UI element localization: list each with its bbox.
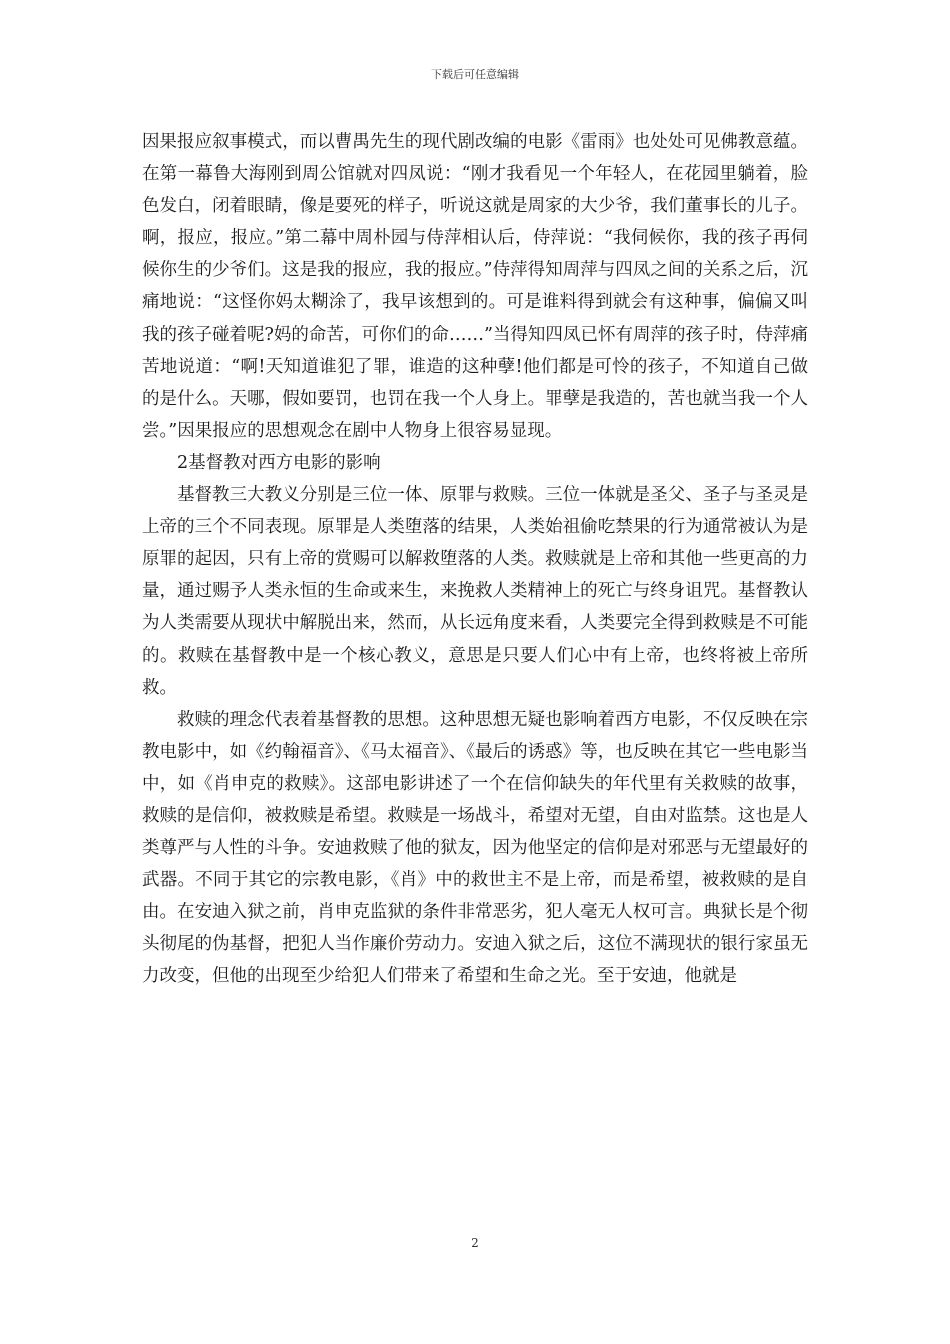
page-header-note: 下载后可任意编辑	[431, 68, 519, 81]
page-number: 2	[471, 1236, 479, 1250]
body-paragraph-continued: 因果报应叙事模式，而以曹禺先生的现代剧改编的电影《雷雨》也处处可见佛教意蕴。在第一幕鲁大海刚到周公馆就对四凤说：“刚才我看见一个年轻人，在花园里躺着，脸色发白，闭着眼睛，像是要死的样子，听说这就是周家的大少爷，我们董事长的儿子。啊，报应，报应。”第二幕中周朴园与侍萍相认后，侍萍说：“我伺候你，我的孩子再伺候你生的少爷们。这是我的报应，我的报应。”侍萍得知周萍与四凤之间的关系之后，沉痛地说：“这怪你妈太糊涂了，我早该想到的。可是谁料得到就会有这种事，偏偏又叫我的孩子碰着呢?妈的命苦，可你们的命……”当得知四凤已怀有周萍的孩子时，侍萍痛苦地说道：“啊!天知道谁犯了罪，谁造的这种孽!他们都是可怜的孩子，不知道自己做的是什么。天哪，假如要罚，也罚在我一个人身上。罪孽是我造的，苦也就当我一个人尝。”因果报应的思想观念在剧中人物身上很容易显现。	[142, 132, 808, 441]
document-body	[142, 126, 808, 993]
body-paragraph-christian-doctrine: 基督教三大教义分别是三位一体、原罪与救赎。三位一体就是圣父、圣子与圣灵是上帝的三个不同表现。原罪是人类堕落的结果，人类始祖偷吃禁果的行为通常被认为是原罪的起因，只有上帝的赏赐可以解救堕落的人类。救赎就是上帝和其他一些更高的力量，通过赐予人类永恒的生命或来生，来挽救人类精神上的死亡与终身诅咒。基督教认为人类需要从现状中解脱出来，然而，从长远角度来看，人类要完全得到救赎是不可能的。救赎在基督教中是一个核心教义，意思是只要人们心中有上帝，也终将被上帝所救。	[142, 485, 808, 698]
section-heading: 2基督教对西方电影的影响	[177, 452, 381, 473]
body-paragraph-redemption-film: 救赎的理念代表着基督教的思想。这种思想无疑也影响着西方电影，不仅反映在宗教电影中，如《约翰福音》、《马太福音》、《最后的诱惑》等，也反映在其它一些电影当中，如《肖申克的救赎》。这部电影讲述了一个在信仰缺失的年代里有关救赎的故事，救赎的是信仰，被救赎是希望。救赎是一场战斗，希望对无望，自由对监禁。这也是人类尊严与人性的斗争。安迪救赎了他的狱友，因为他坚定的信仰是对邪恶与无望最好的武器。不同于其它的宗教电影，《肖》中的救世主不是上帝，而是希望，被救赎的是自由。在安迪入狱之前，肖申克监狱的条件非常恶劣，犯人毫无人权可言。典狱长是个彻头彻尾的伪基督，把犯人当作廉价劳动力。安迪入狱之后，这位不满现状的银行家虽无力改变，但他的出现至少给犯人们带来了希望和生命之光。至于安迪，他就是	[142, 709, 808, 987]
